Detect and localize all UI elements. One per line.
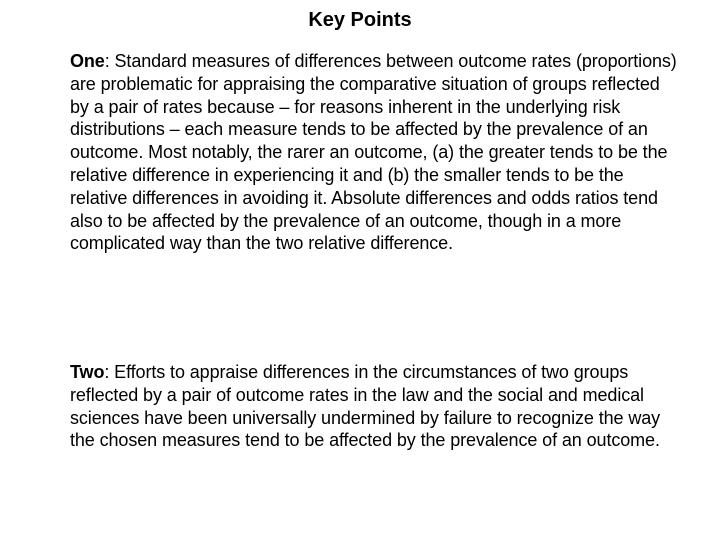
key-point-two-label: Two: [70, 362, 105, 382]
key-point-one: [70, 50, 678, 255]
key-point-two: [70, 361, 678, 452]
key-point-two-text: : Efforts to appraise differences in the circumstances of two groups reflected by a pair of outcome rates in the law and the social and medical sciences have been universally undermined by failure to recognize the way the chosen measures tend to be affected by the prevalence of an outcome.: [70, 362, 661, 451]
key-point-one-label: One: [70, 51, 105, 71]
slide-title: Key Points: [308, 9, 412, 31]
key-point-one-text: : Standard measures of differences between outcome rates (proportions) are problematic for appraising the comparative situation of groups reflected by a pair of rates because – for reasons inherent in the underlying risk distributions – each measure tends to be affected by the prevalence of an outcome. Most notably, the rarer an outcome, (a) the greater tends to be the relative difference in experiencing it and (b) the smaller tends to be the relative differences in avoiding it. Absolute differences and odds ratios tend also to be affected by the prevalence of an outcome, though in a more complicated way than the two relative difference.: [70, 51, 677, 254]
